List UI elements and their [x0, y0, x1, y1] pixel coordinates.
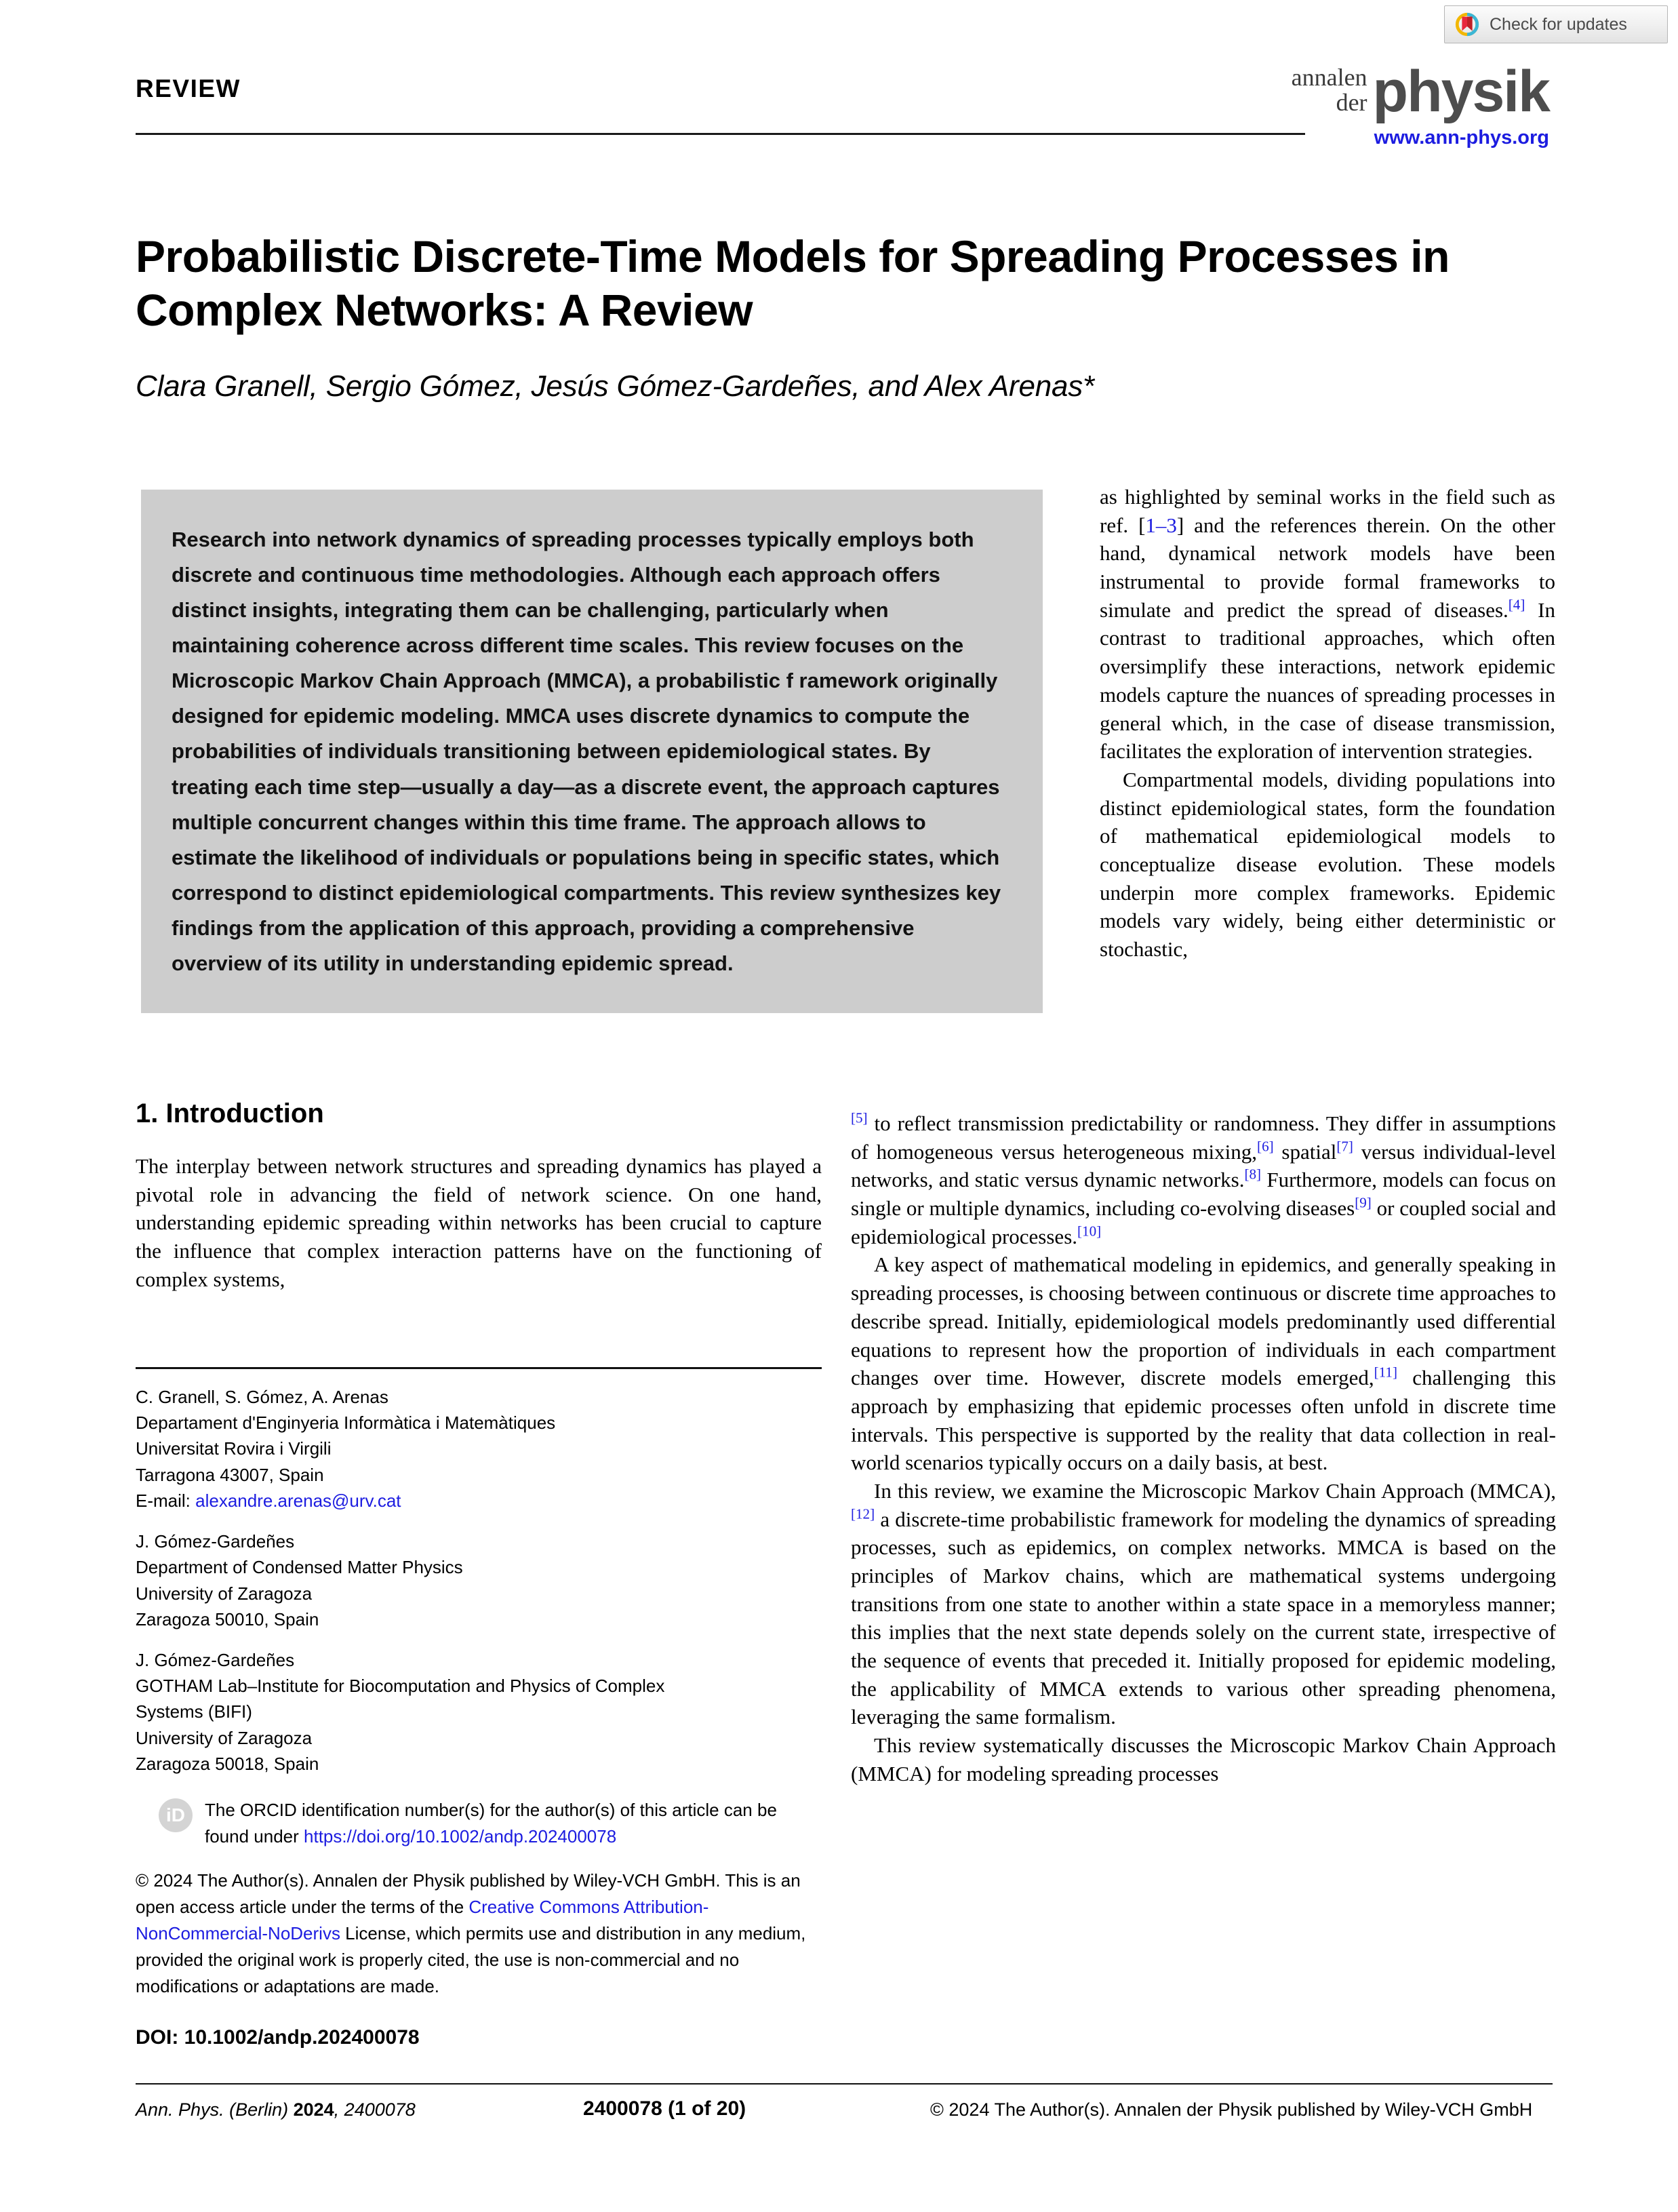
- citation-ref-11[interactable]: [11]: [1374, 1364, 1397, 1381]
- affiliation-line: Zaragoza 50010, Spain: [136, 1608, 319, 1630]
- intro-paragraph-1: The interplay between network structures and spreading dynamics has played a pivotal role in advancing the field of network science. On one hand, understanding epidemic spreading within networks has been crucial to capture the influence that complex interaction patterns have on the functioning of complex systems,: [136, 1154, 822, 1291]
- right-p4-part-b: a discrete-time probabilistic framework for modeling the dynamics of spreading processes, such as epidemics, on complex networks. MMCA is based on the principles of Markov chains, which are mathematical systems undergoing transitions from one state to another within a state space in a memoryless manner; this implies that the next state depends solely on the current state, irrespective of the sequence of events that preceded it. Initially proposed for epidemic modeling, the applicability of MMCA extends to various other spreading phenomena, leveraging the same formalism.: [851, 1507, 1556, 1729]
- affiliation-divider: [136, 1367, 822, 1369]
- email-label: E-mail:: [136, 1490, 196, 1511]
- affiliation-line: J. Gómez-Gardeñes: [136, 1649, 295, 1670]
- right-p1-part-c: In contrast to traditional approaches, which often oversimplify these interactions, network epidemic models capture the nuances of spreading processes in general which, in the case of disease transmission, facilitates the exploration of intervention strategies.: [1100, 597, 1555, 764]
- citation-ref-10[interactable]: [10]: [1077, 1223, 1102, 1240]
- right-p2-part-e: Furthermore, models can focus on single or multiple dynamics, including co-evolving diseases: [851, 1168, 1556, 1221]
- footer-divider: [136, 2083, 1553, 2085]
- citation-ref-4[interactable]: [4]: [1508, 596, 1525, 613]
- affiliation-line: Tarragona 43007, Spain: [136, 1464, 324, 1485]
- orcid-note-text: [205, 1797, 818, 1850]
- affiliation-group-1: [136, 1384, 822, 1514]
- journal-logo-annalen-der: [1292, 65, 1367, 117]
- footer-citation: [136, 2099, 416, 2120]
- right-p2-part-a: Compartmental models, dividing populations into distinct epidemiological states, form the foundation of mathematical epidemiological models to conceptualize disease evolution. These models underpin more complex frameworks. Epidemic models vary widely, being either deterministic or stochastic,: [1100, 767, 1555, 961]
- license-link[interactable]: Creative Commons Attribution-NonCommercial-NoDerivs: [136, 1897, 709, 1944]
- right-p3-part-b: challenging this approach by emphasizing that epidemic processes often unfold in discrete time intervals. This perspective is supported by the reality that data collection in real-world scenarios typically occurs on a daily basis, at best.: [851, 1366, 1556, 1475]
- right-p4-part-a: In this review, we examine the Microscopic Markov Chain Approach (MMCA),: [874, 1478, 1556, 1503]
- citation-ref-5[interactable]: [5]: [851, 1109, 868, 1126]
- check-for-updates-badge[interactable]: [1444, 5, 1668, 43]
- right-paragraph-3: [851, 1250, 1556, 1477]
- doi-label: DOI: 10.1002/andp.202400078: [136, 2026, 420, 2049]
- right-paragraph-5: This review systematically discusses the Microscopic Markov Chain Approach (MMCA) for modeling spreading processes: [851, 1733, 1556, 1785]
- citation-ref-12[interactable]: [12]: [851, 1505, 875, 1522]
- citation-ref-7[interactable]: [7]: [1336, 1138, 1353, 1155]
- journal-url-link[interactable]: www.ann-phys.org: [1374, 127, 1549, 149]
- journal-logo-physik: physik: [1372, 59, 1549, 125]
- affiliation-line: University of Zaragoza: [136, 1583, 313, 1604]
- citation-ref-1-3[interactable]: 1–3: [1145, 513, 1177, 537]
- right-p1-part-b: ] and the references therein. On the other hand, dynamical network models have been instrumental to provide formal frameworks to simulate and predict the spread of diseases.: [1100, 513, 1555, 622]
- affiliation-line: Universitat Rovira i Virgili: [136, 1438, 332, 1459]
- right-p3-part-a: A key aspect of mathematical modeling in epidemics, and generally speaking in spreading processes, is choosing between continuous or discrete time approaches to describe spread. Initially, epidemiological models predominantly used differential equations to represent how the proportion of individuals in each compartment changes over time. However, discrete models emerged,: [851, 1252, 1556, 1390]
- affiliation-line: Department of Condensed Matter Physics: [136, 1557, 463, 1578]
- introduction-column: [136, 1099, 822, 1293]
- journal-logo: [1291, 59, 1549, 149]
- affiliation-group-2: [136, 1528, 822, 1632]
- affiliation-line: Departament d'Enginyeria Informàtica i Matemàtiques: [136, 1413, 556, 1434]
- affiliation-block: [136, 1367, 822, 2053]
- right-paragraph-4: [851, 1477, 1556, 1731]
- affiliation-line: Zaragoza 50018, Spain: [136, 1753, 319, 1774]
- affiliation-line: J. Gómez-Gardeñes: [136, 1531, 295, 1552]
- right-paragraph-2-start: [1100, 766, 1555, 964]
- copyright-part-1: © 2024 The Author(s). Annalen der Physik published by Wiley-VCH GmbH. This is an open access article under the terms of the: [136, 1870, 801, 1918]
- journal-logo-line2: der: [1336, 88, 1367, 116]
- author-list: Clara Granell, Sergio Gómez, Jesús Gómez-Gardeñes, and Alex Arenas*: [136, 370, 1094, 403]
- affiliation-line: GOTHAM Lab–Institute for Biocomputation and Physics of Complex: [136, 1676, 665, 1697]
- affiliation-line: University of Zaragoza: [136, 1727, 313, 1748]
- right-p1-part-a: as highlighted by seminal works in the field such as ref. [: [1100, 485, 1555, 537]
- citation-ref-6[interactable]: [6]: [1257, 1138, 1274, 1155]
- citation-ref-8[interactable]: [8]: [1244, 1166, 1262, 1183]
- running-head-review: REVIEW: [136, 75, 241, 102]
- copyright-part-2: License, which permits use and distribution in any medium, provided the original work is properly cited, the use is non-commercial and no modifications or adaptations are made.: [136, 1923, 806, 1997]
- abstract-text: Research into network dynamics of spreading processes typically employs both discrete and continuous time methodologies. Although each approach offers distinct insights, integrating them can be challenging, particularly when maintaining coherence across different time scales. This review focuses on the Microscopic Markov Chain Approach (MMCA), a probabilistic f ramework originally designed for epidemic modeling. MMCA uses discrete dynamics to compute the probabilities of individuals transitioning between epidemiological states. By treating each time step—usually a day—as a discrete event, the approach captures multiple concurrent changes within this time frame. The approach allows to estimate the likelihood of individuals or populations being in specific states, which correspond to distinct epidemiological compartments. This review synthesizes key findings from the application of this approach, providing a comprehensive overview of its utility in understanding epidemic spread.: [172, 528, 1001, 975]
- right-p2-part-f: or coupled social and epidemiological processes.: [851, 1196, 1556, 1248]
- section-heading-introduction: 1. Introduction: [136, 1099, 324, 1128]
- right-p2-part-d: versus individual-level networks, and static versus dynamic networks.: [851, 1139, 1556, 1192]
- right-paragraph-1: [1100, 483, 1555, 766]
- affiliation-email-line: [136, 1488, 822, 1514]
- abstract-box: [141, 490, 1043, 1013]
- check-for-updates-label: Check for updates: [1490, 14, 1627, 34]
- footer-page-number: 2400078 (1 of 20): [583, 2097, 746, 2120]
- orcid-note: [159, 1797, 822, 1850]
- affiliation-line: Systems (BIFI): [136, 1701, 252, 1722]
- right-p2-part-c: spatial: [1273, 1139, 1337, 1164]
- email-link[interactable]: alexandre.arenas@urv.cat: [195, 1490, 401, 1511]
- footer-journal-name: Ann. Phys. (Berlin): [136, 2099, 294, 2120]
- footer-year: 2024: [293, 2099, 334, 2120]
- orcid-doi-link[interactable]: https://doi.org/10.1002/andp.202400078: [304, 1826, 617, 1847]
- right-column-top: [1100, 483, 1555, 964]
- header-divider: [136, 133, 1305, 135]
- page-title: Probabilistic Discrete-Time Models for Spreading Processes in Complex Networks: A Review: [136, 231, 1450, 336]
- journal-logo-line1: annalen: [1291, 64, 1367, 91]
- crossmark-icon: [1454, 12, 1480, 37]
- orcid-icon: iD: [159, 1798, 193, 1832]
- affiliation-line: C. Granell, S. Gómez, A. Arenas: [136, 1387, 388, 1407]
- footer-article-number: , 2400078: [334, 2099, 416, 2120]
- affiliation-group-3: [136, 1647, 822, 1777]
- orcid-text-before: The ORCID identification number(s) for the author(s) of this article can be found under: [205, 1800, 777, 1847]
- footer-copyright: © 2024 The Author(s). Annalen der Physik published by Wiley-VCH GmbH: [930, 2099, 1533, 2120]
- right-column-wide: [851, 1109, 1556, 1788]
- copyright-note: [136, 1868, 814, 2000]
- right-p2-part-b: to reflect transmission predictability or randomness. They differ in assumptions of homogeneous versus heterogeneous mixing,: [851, 1111, 1556, 1164]
- right-paragraph-2-continued: [851, 1109, 1556, 1250]
- citation-ref-9[interactable]: [9]: [1355, 1194, 1372, 1211]
